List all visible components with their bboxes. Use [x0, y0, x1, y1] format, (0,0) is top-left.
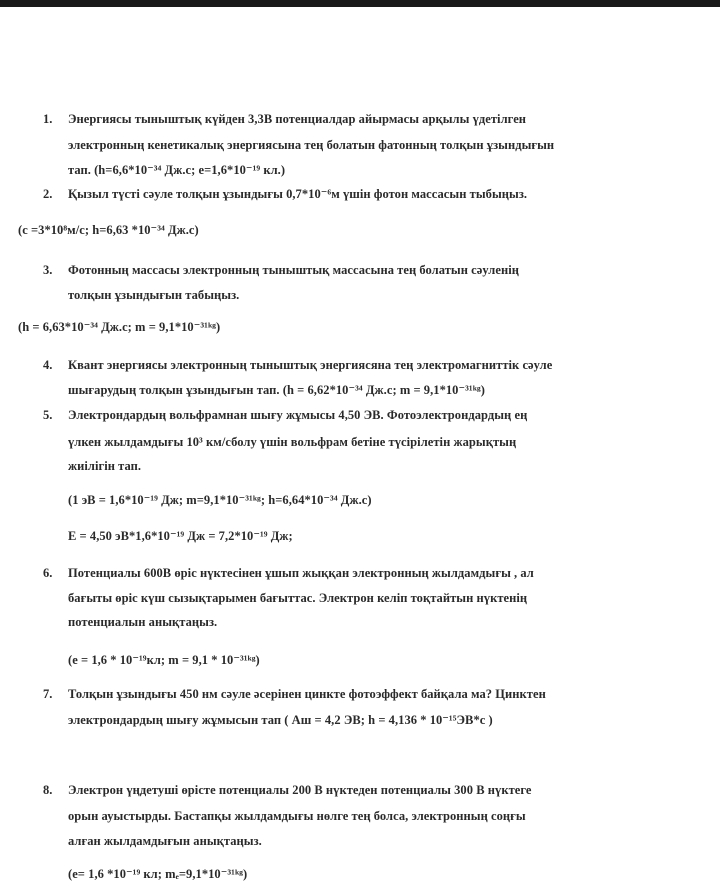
problem-4-number: 4.: [43, 358, 53, 372]
problem-2-given: (с =3*10⁸м/с; h=6,63 *10⁻³⁴ Дж.с): [18, 223, 199, 237]
problem-3-given: (h = 6,63*10⁻³⁴ Дж.с; m = 9,1*10⁻³¹ᵏᵍ): [18, 320, 221, 334]
problem-5-line-2: үлкен жылдамдығы 10³ км/сболу үшін вольфрам бетіне түсірілетін жарықтың: [68, 435, 517, 449]
problem-3-line-2: толқын ұзындығын табыңыз.: [68, 288, 240, 302]
problem-5-line-1: Электрондардың вольфрамнан шығу жұмысы 4,50 ЭВ. Фотоэлектрондардың ең: [68, 408, 528, 422]
problem-8-line-1: Электрон үңдетуші өрісте потенциалы 200 В нүктеден потенциалы 300 В нүктеге: [68, 783, 532, 797]
problem-6-line-1: Потенциалы 600В өріс нүктесінен ұшып жыққан электронның жылдамдығы , ал: [68, 566, 534, 580]
problem-1-number: 1.: [43, 112, 53, 126]
problem-8-line-2: орын ауыстырды. Бастапқы жылдамдығы нөлге тең болса, электронның соңғы: [68, 809, 526, 823]
problem-2-number: 2.: [43, 187, 53, 201]
problem-8-line-3: алған жылдамдығын анықтаңыз.: [68, 834, 262, 848]
problem-4-line-2: шығарудың толқын ұзындығын тап. (h = 6,62*10⁻³⁴ Дж.с; m = 9,1*10⁻³¹ᵏᵍ): [68, 383, 485, 397]
problem-8-number: 8.: [43, 783, 53, 797]
problem-1-line-1: Энергиясы тыныштық күйден 3,3В потенциалдар айырмасы арқылы үдетілген: [68, 112, 527, 126]
problem-3-number: 3.: [43, 263, 53, 277]
problem-4-line-1: Квант энергиясы электронның тыныштық энергиясяна тең электромагниттік сәуле: [68, 358, 553, 372]
problem-6-line-3: потенциалын анықтаңыз.: [68, 615, 218, 629]
problem-6-given: (е = 1,6 * 10⁻¹⁹кл; m = 9,1 * 10⁻³¹ᵏᵍ): [68, 653, 260, 667]
problem-7-number: 7.: [43, 687, 53, 701]
problem-7-line-2: электрондардың шығу жұмысын тап ( Аш = 4,2 ЭВ; h = 4,136 * 10⁻¹⁵ЭВ*с ): [68, 713, 493, 727]
problem-8-given: (е= 1,6 *10⁻¹⁹ кл; mₑ=9,1*10⁻³¹ᵏᵍ): [68, 867, 248, 881]
problem-3-line-1: Фотонның массасы электронның тыныштық массасына тең болатын сәуленің: [68, 263, 520, 277]
problem-6-number: 6.: [43, 566, 53, 580]
problem-5-given-1: (1 эВ = 1,6*10⁻¹⁹ Дж; m=9,1*10⁻³¹ᵏᵍ; h=6,64*10⁻³⁴ Дж.с): [68, 493, 372, 507]
problem-6-line-2: бағыты өріс күш сызықтарымен бағыттас. Электрон келіп тоқтайтын нүктенің: [68, 591, 528, 605]
problem-1-line-2: электронның кенетикалық энергиясына тең болатын фатонның толқын ұзындығын: [68, 138, 555, 152]
problem-7-line-1: Толқын ұзындығы 450 нм сәуле әсерінен цинкте фотоэффект байқала ма? Цинктен: [68, 687, 546, 701]
problem-5-number: 5.: [43, 408, 53, 422]
problem-5-given-2: E = 4,50 эВ*1,6*10⁻¹⁹ Дж = 7,2*10⁻¹⁹ Дж;: [68, 529, 293, 543]
problem-2-line-1: Қызыл түсті сәуле толқын ұзындығы 0,7*10⁻⁶м үшін фотон массасын тыбыңыз.: [68, 187, 528, 201]
problem-1-line-3: тап. (h=6,6*10⁻³⁴ Дж.с; е=1,6*10⁻¹⁹ кл.): [68, 163, 286, 177]
problem-5-line-3: жиілігін тап.: [68, 459, 142, 473]
